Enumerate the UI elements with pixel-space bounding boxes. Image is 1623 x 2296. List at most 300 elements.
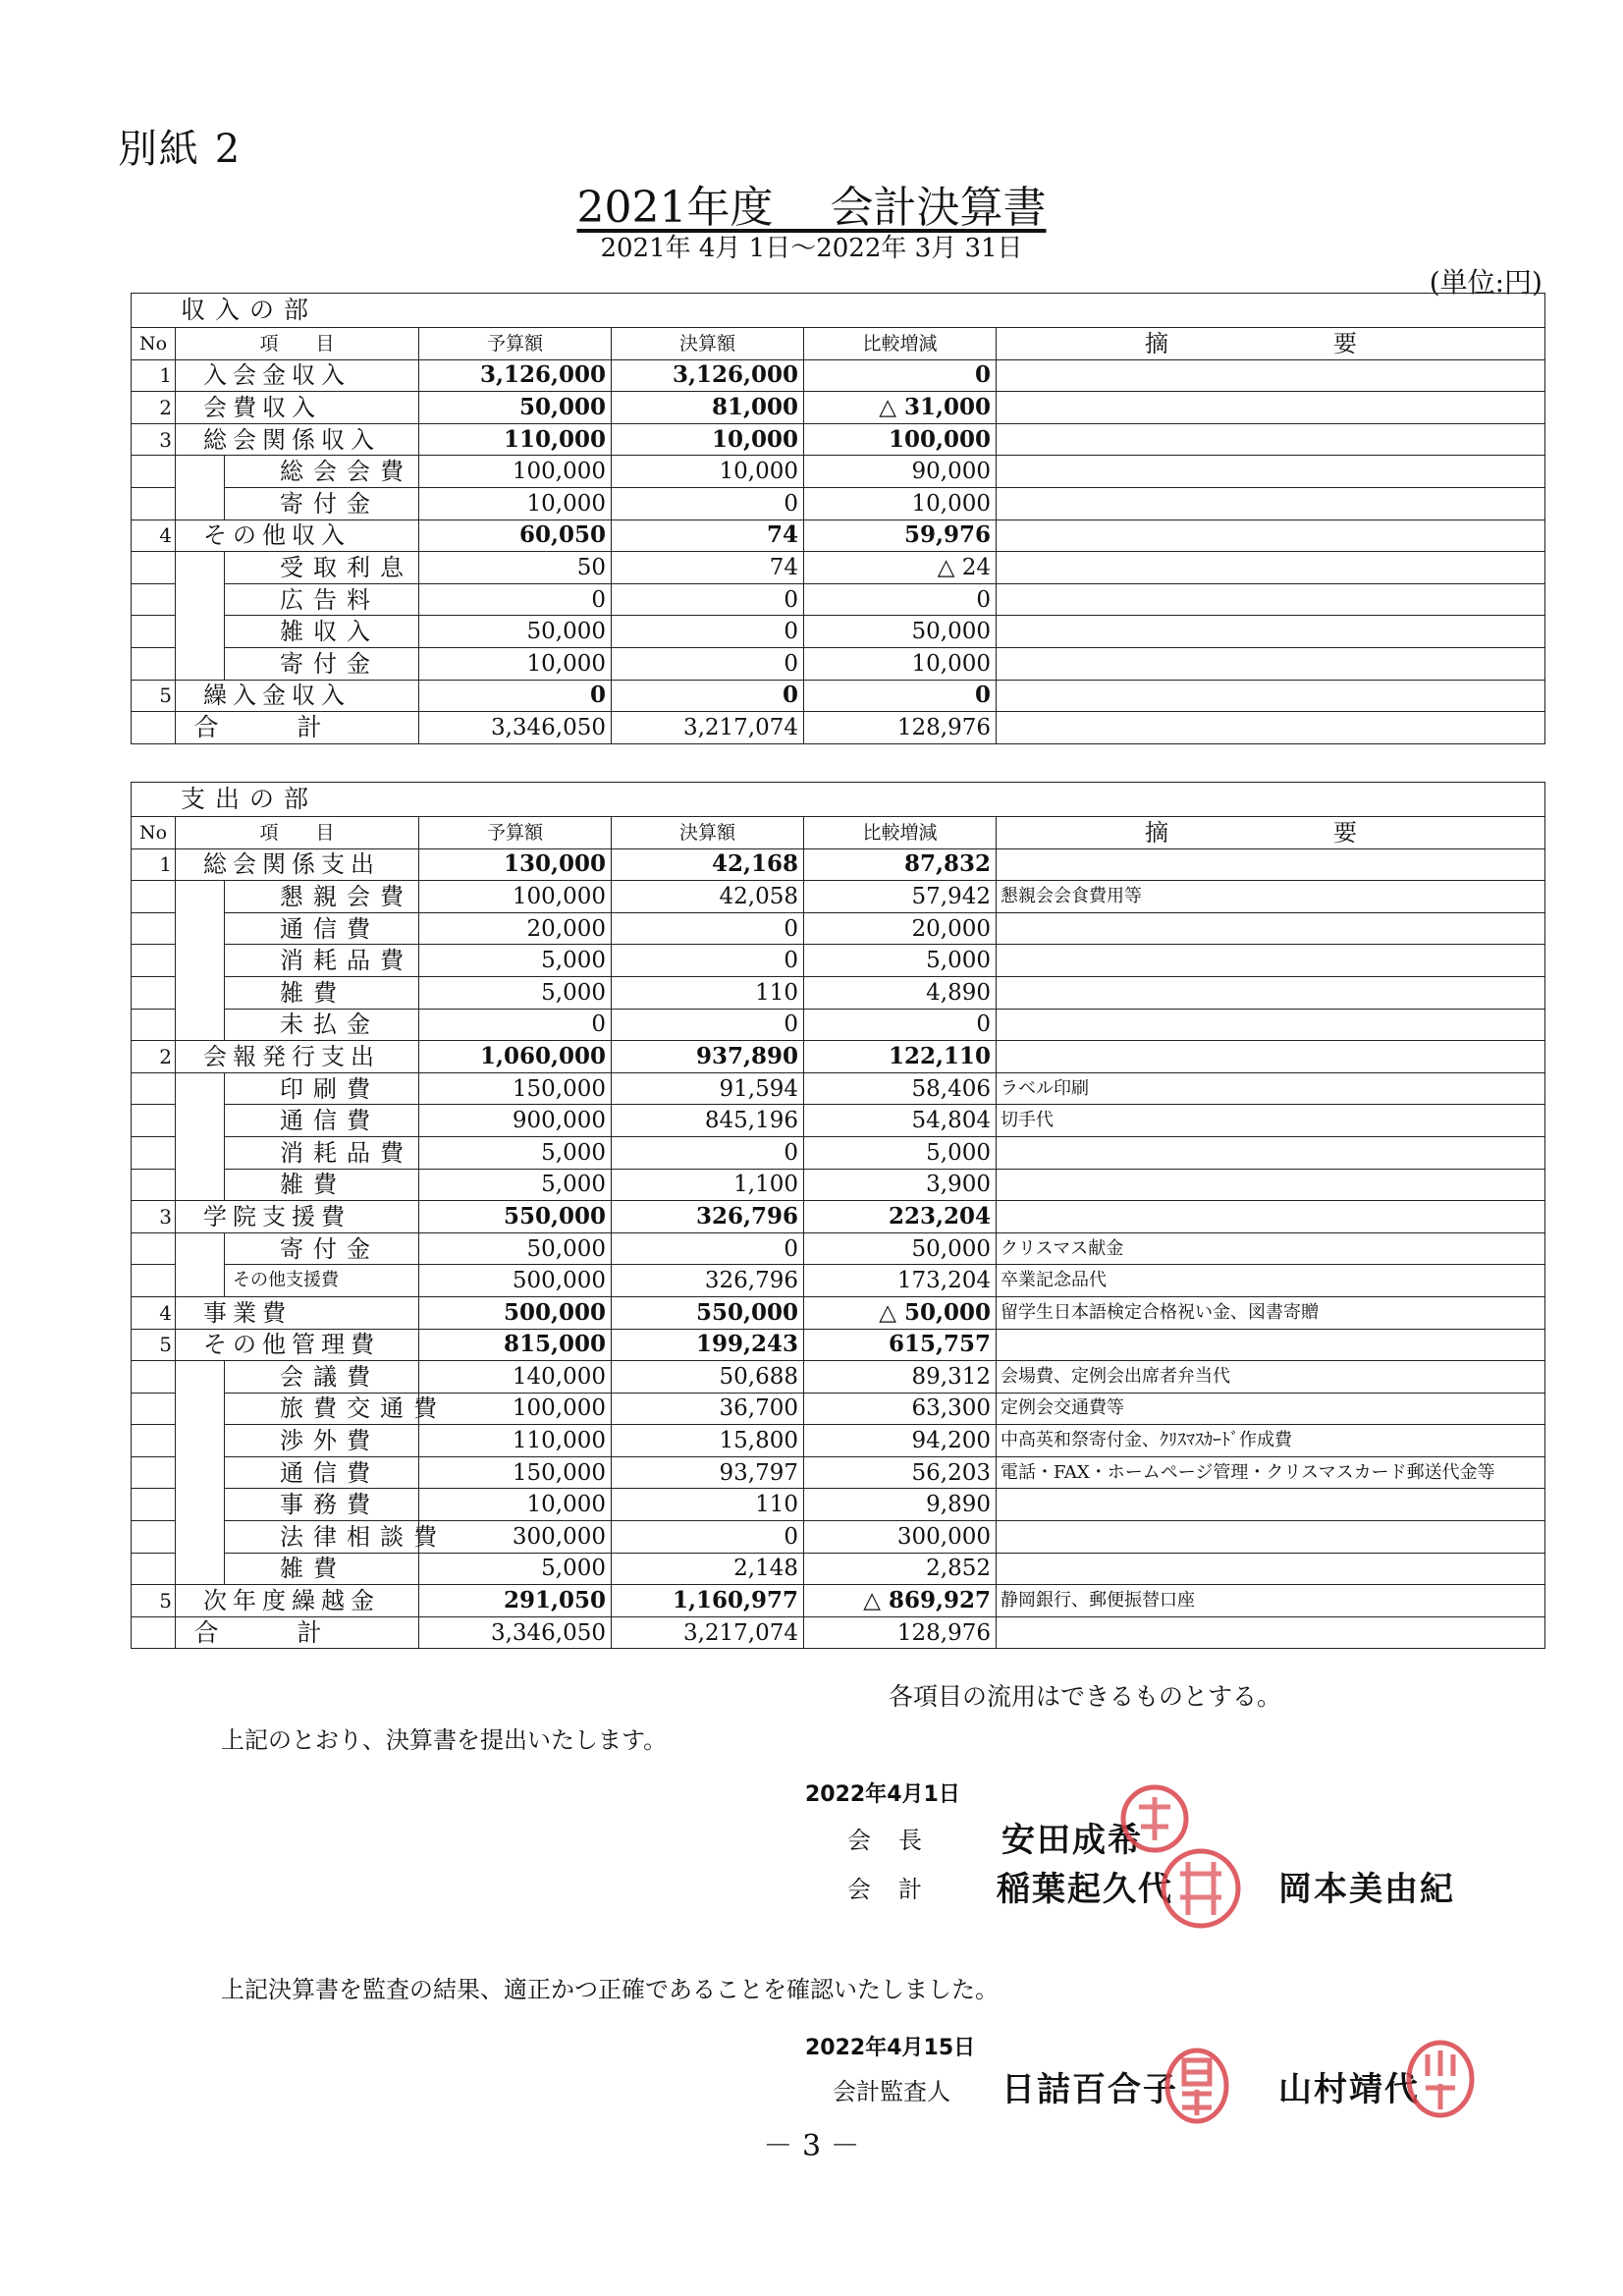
table-row — [132, 1265, 1545, 1297]
row-budget: 50,000 — [419, 616, 612, 648]
row-number: 2 — [132, 1041, 176, 1073]
row-item: 会費収入 — [176, 392, 419, 424]
expense-section-title: 支出の部 — [132, 783, 1545, 817]
row-indent — [176, 1072, 225, 1105]
row-actual: 0 — [612, 647, 804, 680]
col-header-item: 項 目 — [176, 328, 419, 360]
table-row — [132, 1553, 1545, 1585]
row-number — [132, 945, 176, 977]
income-header-row — [132, 328, 1545, 360]
row-indent — [176, 1232, 225, 1265]
row-item: 懇親会費 — [225, 881, 419, 913]
row-diff: 50,000 — [804, 616, 997, 648]
row-number — [132, 1553, 176, 1585]
row-number — [132, 1265, 176, 1297]
audit-date: 2022年4月15日 — [805, 2036, 976, 2060]
row-indent — [176, 1521, 225, 1554]
expense-section-row — [132, 783, 1545, 817]
row-memo — [997, 487, 1545, 519]
row-diff: 90,000 — [804, 456, 997, 488]
row-budget: 130,000 — [419, 848, 612, 881]
row-budget: 900,000 — [419, 1105, 612, 1137]
row-number — [132, 456, 176, 488]
row-item: 消耗品費 — [225, 1136, 419, 1169]
row-item: 繰入金収入 — [176, 680, 419, 712]
table-row — [132, 1329, 1545, 1361]
row-indent — [176, 487, 225, 519]
row-actual: 2,148 — [612, 1553, 804, 1585]
table-row — [132, 487, 1545, 519]
row-memo: 定例会交通費等 — [997, 1393, 1545, 1425]
row-actual: 550,000 — [612, 1296, 804, 1329]
submission-statement: 上記のとおり、決算書を提出いたします。 — [221, 1726, 668, 1754]
table-row — [132, 1393, 1545, 1425]
row-item: 通信費 — [225, 1105, 419, 1137]
audit-statement: 上記決算書を監査の結果、適正かつ正確であることを確認いたしました。 — [221, 1976, 999, 2003]
col-header-memo: 摘 要 — [997, 328, 1545, 360]
row-budget: 100,000 — [419, 456, 612, 488]
expense-total-row — [132, 1616, 1545, 1649]
row-diff: 173,204 — [804, 1265, 997, 1297]
table-row — [132, 359, 1545, 392]
row-item: 事業費 — [176, 1296, 419, 1329]
income-section-title: 収入の部 — [132, 294, 1545, 328]
row-diff: 100,000 — [804, 423, 997, 456]
row-diff: 0 — [804, 1009, 997, 1041]
table-row — [132, 423, 1545, 456]
row-budget: 5,000 — [419, 1553, 612, 1585]
row-actual: 3,126,000 — [612, 359, 804, 392]
row-number — [132, 1136, 176, 1169]
row-budget: 5,000 — [419, 1169, 612, 1201]
row-number — [132, 1521, 176, 1554]
row-item: 寄付金 — [225, 647, 419, 680]
row-memo: 電話・FAX・ホームページ管理・クリスマスカード郵送代金等 — [997, 1456, 1545, 1489]
table-row — [132, 976, 1545, 1009]
table-row — [132, 1105, 1545, 1137]
row-budget: 3,126,000 — [419, 359, 612, 392]
row-memo — [997, 1521, 1545, 1554]
row-item: 広告料 — [225, 583, 419, 616]
row-item: 受取利息 — [225, 552, 419, 584]
table-row — [132, 1361, 1545, 1394]
row-budget: 110,000 — [419, 423, 612, 456]
row-diff: 50,000 — [804, 1232, 997, 1265]
row-diff: 5,000 — [804, 945, 997, 977]
row-item: 未払金 — [225, 1009, 419, 1041]
row-diff: 56,203 — [804, 1456, 997, 1489]
row-indent — [176, 1489, 225, 1521]
row-memo — [997, 976, 1545, 1009]
row-diff: 0 — [804, 583, 997, 616]
row-memo — [997, 945, 1545, 977]
row-memo — [997, 1041, 1545, 1073]
row-memo — [997, 848, 1545, 881]
table-row — [132, 583, 1545, 616]
row-indent — [176, 456, 225, 488]
row-diff: 5,000 — [804, 1136, 997, 1169]
col-header-diff: 比較増減 — [804, 328, 997, 360]
row-actual: 93,797 — [612, 1456, 804, 1489]
row-number: 5 — [132, 1329, 176, 1361]
row-indent — [176, 945, 225, 977]
annex-label: 別紙 2 — [118, 127, 243, 172]
row-indent — [176, 1136, 225, 1169]
row-number — [132, 881, 176, 913]
table-row — [132, 1009, 1545, 1041]
row-number — [132, 1232, 176, 1265]
row-item: 法律相談費 — [225, 1521, 419, 1554]
row-budget: 150,000 — [419, 1456, 612, 1489]
row-number — [132, 1072, 176, 1105]
row-number: 1 — [132, 359, 176, 392]
table-row — [132, 519, 1545, 552]
row-diff: 57,942 — [804, 881, 997, 913]
table-row — [132, 848, 1545, 881]
row-actual: 15,800 — [612, 1425, 804, 1457]
row-item: 学院支援費 — [176, 1201, 419, 1233]
row-diff: 10,000 — [804, 487, 997, 519]
row-budget: 60,050 — [419, 519, 612, 552]
table-row — [132, 616, 1545, 648]
row-diff: 59,976 — [804, 519, 997, 552]
role-auditor: 会計監査人 — [833, 2078, 950, 2105]
row-memo — [997, 1201, 1545, 1233]
row-actual: 10,000 — [612, 456, 804, 488]
income-table-body — [132, 294, 1545, 744]
row-item: 通信費 — [225, 1456, 419, 1489]
total-actual: 3,217,074 — [612, 712, 804, 744]
row-budget: 5,000 — [419, 945, 612, 977]
row-memo — [997, 647, 1545, 680]
row-actual: 110 — [612, 1489, 804, 1521]
row-actual: 10,000 — [612, 423, 804, 456]
row-indent — [176, 881, 225, 913]
row-budget: 100,000 — [419, 881, 612, 913]
row-indent — [176, 1361, 225, 1394]
row-diff: △ 50,000 — [804, 1296, 997, 1329]
row-budget: 815,000 — [419, 1329, 612, 1361]
row-actual: 42,058 — [612, 881, 804, 913]
row-number: 3 — [132, 423, 176, 456]
row-indent — [176, 1553, 225, 1585]
total-diff: 128,976 — [804, 1616, 997, 1649]
row-item: 寄付金 — [225, 487, 419, 519]
total-label: 合計 — [176, 712, 419, 744]
row-item: 雑費 — [225, 1169, 419, 1201]
row-memo: 会場費、定例会出席者弁当代 — [997, 1361, 1545, 1394]
president-seal-icon — [1119, 1783, 1190, 1854]
row-item: 事務費 — [225, 1489, 419, 1521]
table-row — [132, 945, 1545, 977]
total-diff: 128,976 — [804, 712, 997, 744]
row-item: 雑費 — [225, 976, 419, 1009]
table-row — [132, 1072, 1545, 1105]
row-budget: 10,000 — [419, 1489, 612, 1521]
row-number: 2 — [132, 392, 176, 424]
row-memo — [997, 912, 1545, 945]
row-actual: 937,890 — [612, 1041, 804, 1073]
row-item: 入会金収入 — [176, 359, 419, 392]
row-actual: 1,160,977 — [612, 1585, 804, 1617]
row-actual: 0 — [612, 1521, 804, 1554]
row-indent — [176, 552, 225, 584]
col-header-actual: 決算額 — [612, 328, 804, 360]
col-header-no: No — [132, 328, 176, 360]
row-diff: 10,000 — [804, 647, 997, 680]
accountant-seal-icon — [1159, 1846, 1243, 1931]
page-number: － 3 － — [763, 2129, 860, 2163]
income-table — [131, 293, 1545, 744]
row-memo: 中高英和祭寄付金、ｸﾘｽﾏｽｶｰﾄﾞ作成費 — [997, 1425, 1545, 1457]
row-item: 雑収入 — [225, 616, 419, 648]
row-diff: 94,200 — [804, 1425, 997, 1457]
row-budget: 5,000 — [419, 976, 612, 1009]
table-row — [132, 1296, 1545, 1329]
row-item: 総会会費 — [225, 456, 419, 488]
row-memo — [997, 359, 1545, 392]
row-actual: 74 — [612, 552, 804, 584]
col-header-diff: 比較増減 — [804, 817, 997, 849]
row-number — [132, 912, 176, 945]
submission-date: 2022年4月1日 — [805, 1782, 960, 1807]
col-header-no: No — [132, 817, 176, 849]
row-actual: 110 — [612, 976, 804, 1009]
row-diff: 89,312 — [804, 1361, 997, 1394]
row-diff: 58,406 — [804, 1072, 997, 1105]
row-actual: 91,594 — [612, 1072, 804, 1105]
row-diff: △ 869,927 — [804, 1585, 997, 1617]
row-diff: 615,757 — [804, 1329, 997, 1361]
row-budget: 291,050 — [419, 1585, 612, 1617]
row-budget: 140,000 — [419, 1361, 612, 1394]
row-diff: 0 — [804, 359, 997, 392]
row-item: 渉外費 — [225, 1425, 419, 1457]
table-row — [132, 647, 1545, 680]
row-item: 会議費 — [225, 1361, 419, 1394]
row-actual: 1,100 — [612, 1169, 804, 1201]
row-diff: △ 24 — [804, 552, 997, 584]
row-indent — [176, 616, 225, 648]
row-memo — [997, 1489, 1545, 1521]
total-memo — [997, 712, 1545, 744]
table-row — [132, 1169, 1545, 1201]
row-budget: 0 — [419, 1009, 612, 1041]
table-row — [132, 552, 1545, 584]
auditor-seal-1-icon — [1163, 2047, 1231, 2125]
row-memo: 懇親会会食費用等 — [997, 881, 1545, 913]
row-diff: 20,000 — [804, 912, 997, 945]
row-budget: 50,000 — [419, 1232, 612, 1265]
row-indent — [176, 976, 225, 1009]
row-number — [132, 1393, 176, 1425]
total-memo — [997, 1616, 1545, 1649]
row-budget: 100,000 — [419, 1393, 612, 1425]
row-budget: 50,000 — [419, 392, 612, 424]
row-number — [132, 1009, 176, 1041]
table-row — [132, 1041, 1545, 1073]
total-budget: 3,346,050 — [419, 712, 612, 744]
president-signature: 安田成希 — [1001, 1821, 1143, 1860]
row-actual: 74 — [612, 519, 804, 552]
row-item: 総会関係支出 — [176, 848, 419, 881]
row-item: 雑費 — [225, 1553, 419, 1585]
auditor-seal-2-icon — [1404, 2039, 1477, 2119]
row-number: 5 — [132, 680, 176, 712]
row-memo: 静岡銀行、郵便振替口座 — [997, 1585, 1545, 1617]
accountant-signature-2: 岡本美由紀 — [1278, 1870, 1455, 1909]
row-actual: 326,796 — [612, 1265, 804, 1297]
row-actual: 0 — [612, 945, 804, 977]
expense-header-row — [132, 817, 1545, 849]
row-actual: 845,196 — [612, 1105, 804, 1137]
row-budget: 10,000 — [419, 487, 612, 519]
total-no — [132, 712, 176, 744]
row-memo — [997, 583, 1545, 616]
row-item: 会報発行支出 — [176, 1041, 419, 1073]
row-actual: 0 — [612, 1136, 804, 1169]
row-indent — [176, 1169, 225, 1201]
row-memo — [997, 456, 1545, 488]
row-actual: 0 — [612, 583, 804, 616]
row-budget: 1,060,000 — [419, 1041, 612, 1073]
table-row — [132, 392, 1545, 424]
row-item: 通信費 — [225, 912, 419, 945]
row-number: 1 — [132, 848, 176, 881]
row-indent — [176, 647, 225, 680]
row-number — [132, 487, 176, 519]
row-diff: 223,204 — [804, 1201, 997, 1233]
expense-table-body — [132, 783, 1545, 1649]
row-budget: 50 — [419, 552, 612, 584]
table-row — [132, 1136, 1545, 1169]
row-number — [132, 616, 176, 648]
row-budget: 500,000 — [419, 1265, 612, 1297]
table-row — [132, 1456, 1545, 1489]
row-memo — [997, 1553, 1545, 1585]
row-number — [132, 976, 176, 1009]
row-number — [132, 1105, 176, 1137]
col-header-item: 項 目 — [176, 817, 419, 849]
row-actual: 81,000 — [612, 392, 804, 424]
row-item: 総会関係収入 — [176, 423, 419, 456]
role-accountant: 会計 — [847, 1876, 949, 1903]
table-row — [132, 912, 1545, 945]
row-actual: 0 — [612, 1009, 804, 1041]
row-diff: 300,000 — [804, 1521, 997, 1554]
row-indent — [176, 1009, 225, 1041]
row-memo: クリスマス献金 — [997, 1232, 1545, 1265]
row-item: 消耗品費 — [225, 945, 419, 977]
row-memo — [997, 1009, 1545, 1041]
currency-unit: (単位:円) — [1429, 266, 1542, 299]
table-row — [132, 1232, 1545, 1265]
row-actual: 0 — [612, 680, 804, 712]
accountant-signature-1: 稲葉起久代 — [997, 1870, 1173, 1909]
reallocation-note: 各項目の流用はできるものとする。 — [889, 1682, 1282, 1711]
row-indent — [176, 1425, 225, 1457]
document-title-text: 2021年度 会計決算書 — [576, 183, 1047, 233]
row-item: 旅費交通費 — [225, 1393, 419, 1425]
row-diff: 87,832 — [804, 848, 997, 881]
row-diff: 122,110 — [804, 1041, 997, 1073]
row-number — [132, 1425, 176, 1457]
row-memo — [997, 616, 1545, 648]
row-indent — [176, 1456, 225, 1489]
row-indent — [176, 583, 225, 616]
row-indent — [176, 1265, 225, 1297]
row-budget: 5,000 — [419, 1136, 612, 1169]
document-title — [0, 172, 1623, 235]
row-item: その他支援費 — [225, 1265, 419, 1297]
row-actual: 0 — [612, 487, 804, 519]
total-no — [132, 1616, 176, 1649]
row-diff: 3,900 — [804, 1169, 997, 1201]
row-budget: 0 — [419, 680, 612, 712]
row-memo — [997, 423, 1545, 456]
table-row — [132, 680, 1545, 712]
row-number — [132, 647, 176, 680]
row-budget: 150,000 — [419, 1072, 612, 1105]
row-item: 次年度繰越金 — [176, 1585, 419, 1617]
row-number: 4 — [132, 519, 176, 552]
row-number — [132, 1361, 176, 1394]
role-president: 会長 — [847, 1827, 949, 1854]
income-total-row — [132, 712, 1545, 744]
table-row — [132, 456, 1545, 488]
row-actual: 50,688 — [612, 1361, 804, 1394]
row-number — [132, 1456, 176, 1489]
row-memo — [997, 1329, 1545, 1361]
row-number — [132, 552, 176, 584]
row-diff: 2,852 — [804, 1553, 997, 1585]
table-row — [132, 881, 1545, 913]
row-budget: 20,000 — [419, 912, 612, 945]
row-memo — [997, 552, 1545, 584]
row-budget: 300,000 — [419, 1521, 612, 1554]
row-indent — [176, 1105, 225, 1137]
auditor-signature-2: 山村靖代 — [1278, 2070, 1420, 2109]
row-diff: 54,804 — [804, 1105, 997, 1137]
row-budget: 10,000 — [419, 647, 612, 680]
auditor-signature-1: 日詰百合子 — [1001, 2070, 1178, 2109]
row-actual: 0 — [612, 616, 804, 648]
col-header-budget: 予算額 — [419, 817, 612, 849]
total-budget: 3,346,050 — [419, 1616, 612, 1649]
row-memo: ラベル印刷 — [997, 1072, 1545, 1105]
row-memo — [997, 680, 1545, 712]
row-budget: 500,000 — [419, 1296, 612, 1329]
total-actual: 3,217,074 — [612, 1616, 804, 1649]
col-header-budget: 予算額 — [419, 328, 612, 360]
table-row — [132, 1521, 1545, 1554]
row-number — [132, 1169, 176, 1201]
row-diff: 9,890 — [804, 1489, 997, 1521]
row-budget: 0 — [419, 583, 612, 616]
row-memo — [997, 392, 1545, 424]
row-item: 寄付金 — [225, 1232, 419, 1265]
fiscal-period: 2021年 4月 1日～2022年 3月 31日 — [600, 234, 1023, 263]
row-indent — [176, 1393, 225, 1425]
row-memo: 卒業記念品代 — [997, 1265, 1545, 1297]
row-diff: 63,300 — [804, 1393, 997, 1425]
row-actual: 36,700 — [612, 1393, 804, 1425]
row-actual: 42,168 — [612, 848, 804, 881]
row-number — [132, 1489, 176, 1521]
table-row — [132, 1585, 1545, 1617]
table-row — [132, 1201, 1545, 1233]
row-item: その他管理費 — [176, 1329, 419, 1361]
